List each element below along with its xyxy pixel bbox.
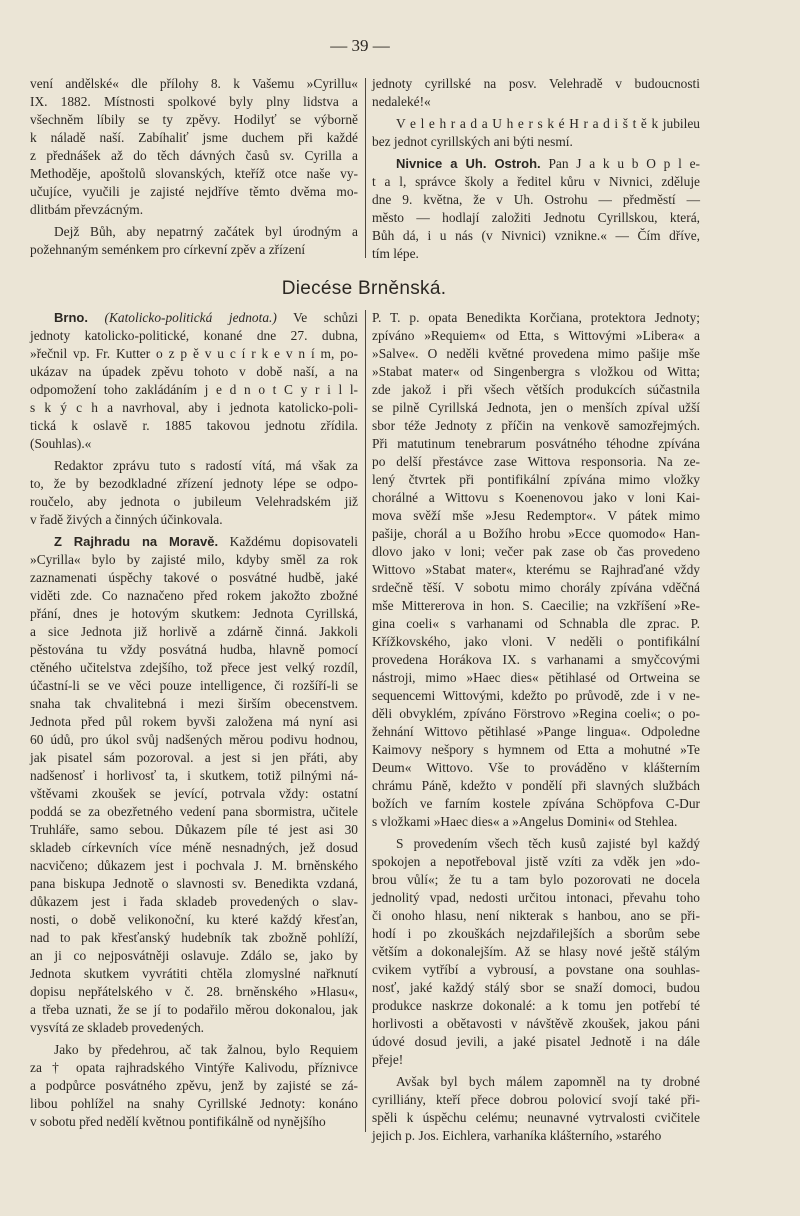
line-text: »Cyrilla« bylo by zajisté milo, kdyby směl za rok [30,552,358,567]
text-line [30,147,358,165]
line-text: s k ý c h a navrhoval, aby i jednota katolicko-poli- [30,400,358,415]
text-line [30,641,358,659]
line-text: pašije, chorál a u Božího hrobu »Ecce quomodo« Han- [372,526,700,541]
text-line [372,633,700,651]
text-line [30,1059,358,1077]
line-text: nedaleké!« [372,94,431,109]
line-text: nástroji, mimo »Haec dies« pětihlasé od Ortweina se [372,670,700,685]
text-line [30,587,358,605]
line-text: »Salve«. O neděli květné provedena mimo pašije mše [372,346,700,361]
line-text: Kaimovy nešpory s hymnem od Etta a mohutné »Te [372,742,700,757]
text-line [372,925,700,943]
lower-right-column [372,309,700,1149]
line-text: nacvičeno; důkazem jest i pochvala J. M. brněnského [30,858,358,873]
text-line [372,741,700,759]
line-text: lený čtvrtek při pontifikální zpívána mimo vložky [372,472,700,487]
line-text: požehnaným seménkem pro církevní zpěv a zřízení [30,242,306,257]
article-lead: Z Rajhradu na Moravě. [54,534,219,549]
line-text: »Stabat mater« od Singenbergra s vložkou od Witta; [372,364,700,379]
line-text: nad to pak křesťanský hudebník tak zbožně pohlíží, [30,930,358,945]
text-line [372,155,700,173]
line-text: s vložkami »Haec dies« a »Angelus Domini« od Stehlea. [372,814,678,829]
text-line [30,659,358,677]
line-text: pana biskupa Jednotě o slavnosti sv. Benedikta vzdaná, [30,876,358,891]
text-line [372,795,700,813]
text-line [30,1077,358,1095]
paragraph [372,1073,700,1145]
text-line [372,651,700,669]
paragraph [372,835,700,1069]
text-line [372,669,700,687]
line-text: produkce naskrze dokonalé: a k tomu jen potřebí té [372,998,700,1013]
line-text: žehnání Wittovo pětihlasé »Pange lingua«. Odpoledne [372,724,700,739]
text-line [30,511,358,529]
line-text: božích ve farním kostele zpívána Schöpfova C-Dur [372,796,700,811]
line-text: 60 údů, pro úkol svůj nadšených měrou podivu hodnou, [30,732,358,747]
line-text: přání, dnes je hotovým skutkem: Jednota Cyrillská, [30,606,358,621]
line-text: Jednota před půl rokem byvši založena má nyní asi [30,714,358,729]
line-text: a sice Jednota již horlivě a zdárně činná. Jakkoli [30,624,358,639]
text-line [30,749,358,767]
text-line [30,129,358,147]
text-line [372,853,700,871]
line-text: účastní-li se ve věci pouze intelligence, či rozšíří-li se [30,678,358,693]
paragraph [372,309,700,831]
line-text: či onoho hlasu, není nikterak s hanbou, ano se při- [372,908,700,923]
paragraph [372,115,700,151]
text-line [372,363,700,381]
line-text: nadšenosť i horlivosť ta, i skutkem, totiž pilnými ná- [30,768,358,783]
line-text: Bůh dá, i u nás (v Nivnici) vznikne.« — Čím dříve, [372,228,700,243]
line-text: mše Mittererova in hon. S. Caecilie; na vzkříšení »Re- [372,598,700,613]
text-line [372,579,700,597]
line-text: cyrilliány, kteří přece dobrou polovicí svojí také při- [372,1092,700,1107]
line-text: zaznamenati úspěchy takové o posvátné hudbě, jaké [30,570,358,585]
text-line [30,785,358,803]
article-lead: Brno. [54,310,88,325]
text-line [372,597,700,615]
line-text: se pilně Cyrillská Jednota, jen o menších zpíval užší [372,400,700,415]
line-text: dlovo jako v loni; večer pak zase ob čas provedeno [372,544,700,559]
line-text: cvikem vytříbí a vybrousí, a povstane ona souhlas- [372,962,700,977]
line-text: všechněm líbily se ty zpěvy. Hodilyť se výborně [30,112,358,127]
line-text: pěstována tu vždy posvátná hudba, hlavně pomocí [30,642,358,657]
line-text: ctěného učitelstva zdejšího, tož přece jest velký rozdíl, [30,660,358,675]
top-right-column [372,75,700,267]
text-line [372,777,700,795]
line-text: děli obvyklém, zpíváno Förstrovo »Regina coeli«; o po- [372,706,700,721]
text-line [30,803,358,821]
line-text: P. T. p. opata Benedikta Korčiana, protektora Jednoty; [372,310,700,325]
text-line [30,327,358,345]
column-divider-lower [365,310,366,1132]
line-text: chorálné a Wittovu s Koenenovou jako v loni Kai- [372,490,700,505]
text-line [30,731,358,749]
line-text: V e l e h r a d a U h e r s k é H r a d i š t ě k jubileu [396,116,700,131]
line-text: Truhláře, samo sebou. Důkazem píle té jest asi 30 [30,822,358,837]
text-line [372,525,700,543]
paragraph [372,75,700,111]
text-line [30,111,358,129]
line-text: skladeb církevních více méně nesnadných, jež dosud [30,840,358,855]
line-text: sbor téže Jednoty z příčin na venkově samozřejmých. [372,418,700,433]
line-text: spokojen a nepotřeboval jistě vzíti za vděk jen »do- [372,854,700,869]
text-line [30,623,358,641]
text-line [30,1113,358,1131]
text-line [372,191,700,209]
line-text: důkazem jest i řada skladeb provedených o slav- [30,894,358,909]
text-line [372,93,700,111]
line-text: zpíváno »Requiem« od Etta, s Wittovými »Libera« a [372,328,700,343]
section-heading: Diecése Brněnská. [281,278,447,299]
paragraph [30,1041,358,1131]
text-line [30,767,358,785]
line-text: jednoty katolicko-politické, konané dne 27. dubna, [30,328,358,343]
text-line [372,687,700,705]
paragraph [372,155,700,263]
text-line [30,1001,358,1019]
text-line [30,551,358,569]
text-line [30,947,358,965]
text-line [30,457,358,475]
line-text: Deum« Wittovo. Vše to prováděno v klášterním [372,760,700,775]
line-text: Avšak byl bych málem zapomněl na ty drobné [396,1074,700,1089]
text-line [372,381,700,399]
text-line [372,245,700,263]
line-text: jednoty cyrillské na posv. Velehradě v budoucnosti [372,76,700,91]
line-text: Pan J a k u b O p l e- [548,156,700,171]
text-line [30,165,358,183]
line-text: Křížkovského, jako vloni. V neděli o pontifikální [372,634,700,649]
lower-left-column [30,309,358,1135]
line-text: jednolitý vpad, nedosti určitou intonaci, převahu toho [372,890,700,905]
text-line [30,893,358,911]
line-text: »řečnil vp. Fr. Kutter o z p ě v u c í r k e v n í m, po- [30,346,358,361]
line-text: Při matutinum tenebrarum posvátného téhodne zpívána [372,436,700,451]
text-line [372,1051,700,1069]
line-text: odpomožení toho zakládáním j e d n o t C y r i l l- [30,382,358,397]
text-line [30,399,358,417]
column-divider-top [365,78,366,258]
text-line [372,1015,700,1033]
text-line [30,533,358,551]
text-line [372,543,700,561]
line-text: horlivosti a obětavosti v návštěvě zkoušek, jakou páni [372,1016,700,1031]
line-text: Methoděje, apoštolů slovanských, kteříž otce naše vy- [30,166,358,181]
line-text: poddá se za obezřetného vedení pana sbormistra, učitele [30,804,358,819]
paragraph [30,309,358,453]
line-text: chrámu Páně, kdežto v pondělí při slavných službách [372,778,700,793]
line-text: libou pohlížel na snahy Cyrillské Jednoty: konáno [30,1096,358,1111]
text-line [30,183,358,201]
text-line [30,965,358,983]
text-line [372,835,700,853]
text-line [372,1033,700,1051]
line-text: (Souhlas).« [30,436,92,451]
paragraph [30,223,358,259]
text-line [372,309,700,327]
text-line [30,677,358,695]
text-line [372,327,700,345]
text-line [30,241,358,259]
text-line [372,1109,700,1127]
line-text: nosti, o době velikonoční, ku které každý křesťan, [30,912,358,927]
text-line [372,723,700,741]
text-line [30,911,358,929]
text-line [372,227,700,245]
line-text: a podpůrce posvátného zpěvu, jenž by zajisté se zá- [30,1078,358,1093]
line-text: Ve schůzi [293,310,358,325]
text-line [30,857,358,875]
text-line [30,435,358,453]
text-line [30,839,358,857]
line-text: srdečně těší. V sobotu mimo chorály zpívána vděčná [372,580,700,595]
line-text: učujíce, vyučili je zajisté nejdříve těmto dvěma mo- [30,184,358,199]
text-line [30,381,358,399]
text-line [30,493,358,511]
line-text: větším a dokonalejším. Až se hlasy nové ještě stálým [372,944,700,959]
text-line [372,435,700,453]
text-line [372,209,700,227]
line-text: viděti zde. Co naznačeno před rokem jakožto zbožné [30,588,358,603]
line-text: vysvítá ze skladeb provedených. [30,1020,205,1035]
text-line [372,979,700,997]
line-text: k náladě naší. Zabíhaliť jsme duchem při každé [30,130,358,145]
line-text: jejich p. Jos. Eichlera, varhaníka klášterního, »starého [372,1128,662,1143]
line-text: dlitbám převzácným. [30,202,144,217]
line-text: bez jednot cyrillských ani býti nesmí. [372,134,573,149]
line-text: brou vůlí«; že tu a tam bylo pozorovati ne docela [372,872,700,887]
text-line [372,759,700,777]
line-text: Wittovo »Stabat mater«, kterému se Rajhraďané vždy [372,562,700,577]
line-text: údové dosud jevili, a jaké pisatel Jednotě i na dále [372,1034,700,1049]
line-text: snaha tak chvalitebná i mezi širším obecenstvem. [30,696,358,711]
text-line [372,907,700,925]
line-text: dne 9. května, že v Uh. Ostrohu — předměstí — [372,192,700,207]
line-text: an ji co nejposvátněji oslavuje. Zdálo se, jako by [30,948,358,963]
text-line [30,983,358,1001]
line-text: Každému dopisovateli [229,534,358,549]
text-line [372,115,700,133]
text-line [30,475,358,493]
line-text: za † opata rajhradského Vintýře Kalivodu, příznivce [30,1060,358,1075]
text-line [372,813,700,831]
text-line [372,417,700,435]
page-number: — 39 — [330,36,390,55]
line-text: sequencemi Wittovými, kdežto po průvodě, zde i v ne- [372,688,700,703]
line-text: tická k oslavě r. 1885 takovou jednotu zřídila. [30,418,358,433]
line-text: IX. 1882. Místnosti spolkové byly plny lidstva a [30,94,358,109]
text-line [372,705,700,723]
line-text: po delší přestávce zase Wittova responsoria. Na ze- [372,454,700,469]
line-text: Dejž Bůh, aby nepatrný začátek byl úrodným a [54,224,358,239]
text-line [30,201,358,219]
line-text: jak pisatel sám pozoroval. a jest si jen přáti, aby [30,750,358,765]
text-line [30,75,358,93]
text-line [30,569,358,587]
text-line [372,507,700,525]
line-text: v sobotu před nedělí květnou pontifikálně od nynějšího [30,1114,326,1129]
text-line [372,399,700,417]
text-line [30,713,358,731]
text-line [372,1073,700,1091]
text-line [372,453,700,471]
text-line [372,943,700,961]
text-line [372,75,700,93]
line-text: přeje! [372,1052,404,1067]
text-line [372,961,700,979]
line-text: vštěvami zkoušek se jevící, potrvala vždy: ostatní [30,786,358,801]
line-text: gina coeli« s varhanami od Schnabla dle zprac. P. [372,616,700,631]
text-line [30,1041,358,1059]
text-line [30,821,358,839]
paragraph [30,75,358,219]
text-line [30,1019,358,1037]
text-line [30,605,358,623]
text-line [372,997,700,1015]
line-text: Jednota skutkem vyvrátiti chtěla zlomyslné nařknutí [30,966,358,981]
line-text: Jako by předehrou, ač tak žalnou, bylo Requiem [54,1042,358,1057]
line-text: roučelo, aby jednota o jubileum Velehradském již [30,494,358,509]
line-text: ukázav na úpadek zpěvu tohoto v době naší, a na [30,364,358,379]
line-text: zde jakož i při všech větších produkcích súčastnila [372,382,700,397]
line-text: a třeba uznati, že se jí to podařilo měrou dokonalou, jak [30,1002,358,1017]
text-line [372,345,700,363]
paragraph [30,533,358,1037]
line-text: mova svěží mše »Jesu Redemptor«. V pátek mimo [372,508,700,523]
text-line [30,875,358,893]
text-line [372,615,700,633]
line-text: provedena Horákova IX. s varhanami a smyčcovými [372,652,700,667]
text-line [372,1127,700,1145]
line-text: spěli k úspěchu celému; neunavné vytrvalosti cvičitele [372,1110,700,1125]
line-text: tím lépe. [372,246,419,261]
text-line [30,695,358,713]
line-text: hodí i po zkouškách nejzdařilejších a sborům sebe [372,926,700,941]
text-line [372,561,700,579]
line-text: Redaktor zprávu tuto s radostí vítá, má však za [54,458,358,473]
text-line [372,133,700,151]
text-line [30,309,358,327]
line-text: vení andělské« dle přílohy 8. k Vašemu »Cyrillu« [30,76,358,91]
text-line [30,93,358,111]
article-subtitle: (Katolicko-politická jednota.) [104,310,277,325]
line-text: t a l, správce školy a ředitel kůru v Nivnici, zděluje [372,174,700,189]
text-line [372,1091,700,1109]
text-line [30,1095,358,1113]
text-line [30,417,358,435]
line-text: dopisu nepřátelského v č. 28. brněnského »Hlasu«, [30,984,358,999]
line-text: nosť, jaké každý stálý sbor se snaží domoci, budou [372,980,700,995]
paragraph [30,457,358,529]
line-text: to, že by bezodkladné zřízení jednoty lépe se odpo- [30,476,358,491]
text-line [30,363,358,381]
text-line [30,929,358,947]
line-text: S provedením všech těch kusů zajisté byl každý [396,836,700,851]
text-line [30,345,358,363]
text-line [30,223,358,241]
article-lead: Nivnice a Uh. Ostroh. [396,156,541,171]
line-text: město — hodlají založiti Jednotu Cyrillskou, která, [372,210,700,225]
text-line [372,871,700,889]
line-text: v řadě živých a činných účinkovala. [30,512,223,527]
line-text: z přednášek až do těch dávných časů sv. Cyrilla a [30,148,358,163]
text-line [372,489,700,507]
text-line [372,471,700,489]
top-left-column [30,75,358,263]
text-line [372,173,700,191]
text-line [372,889,700,907]
